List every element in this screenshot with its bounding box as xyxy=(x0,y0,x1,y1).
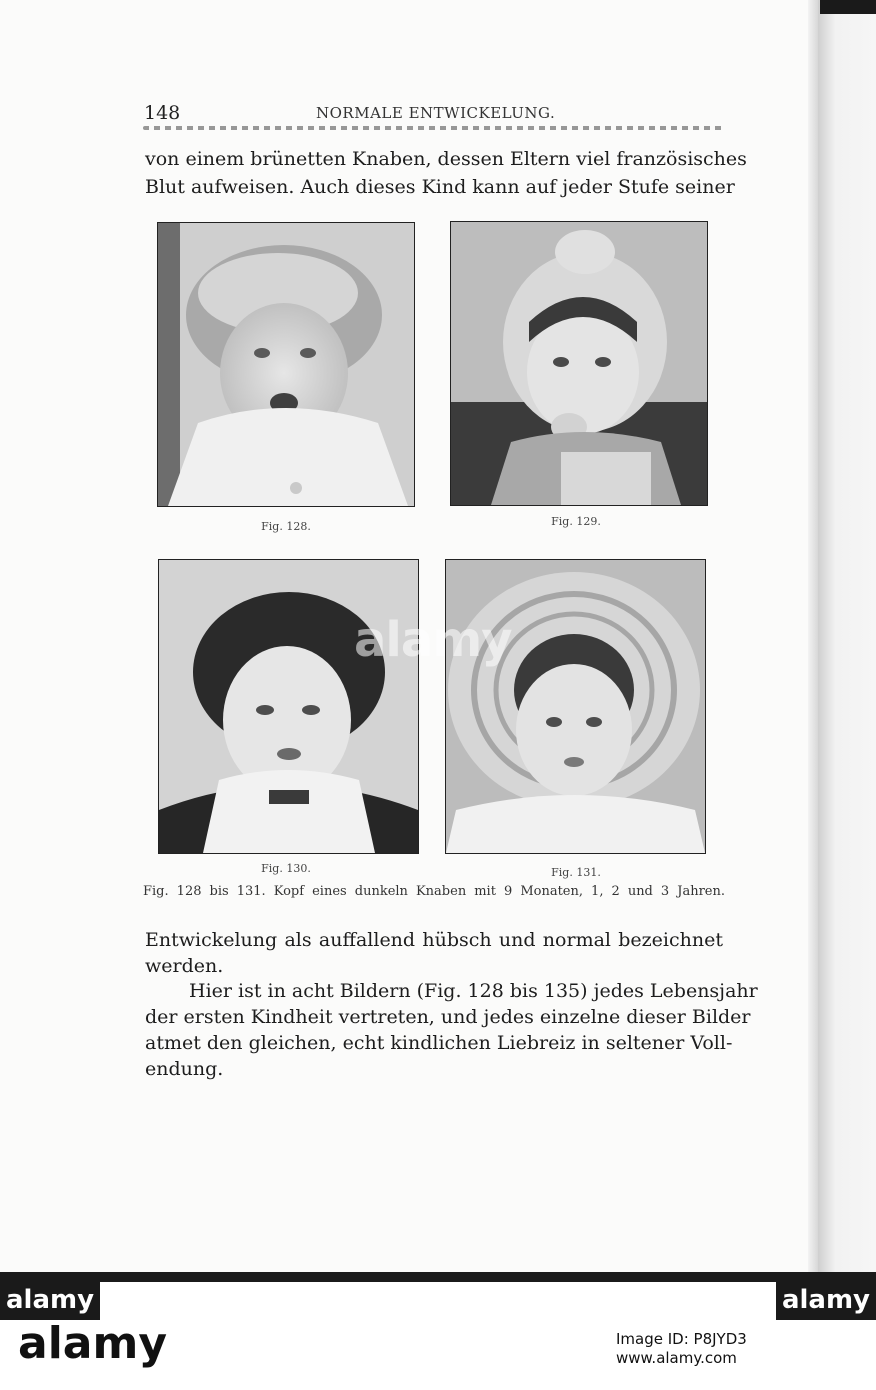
figure-label: Fig. 129. xyxy=(551,515,601,528)
watermark-overlay: alamy xyxy=(354,612,512,668)
photo-fig-129 xyxy=(450,221,708,506)
photo-fig-130 xyxy=(158,559,419,854)
photo-fig-128 xyxy=(157,222,415,507)
body-line: werden. xyxy=(145,955,224,977)
scan-corner xyxy=(820,0,876,14)
body-line: Hier ist in acht Bildern (Fig. 128 bis 135) jedes Lebensjahr xyxy=(189,980,758,1002)
facing-page-edge xyxy=(818,0,876,1272)
running-head: NORMALE ENTWICKELUNG. xyxy=(316,104,556,122)
page-number: 148 xyxy=(144,102,181,124)
body-line: Blut aufweisen. Auch dieses Kind kann auf jeder Stufe seiner xyxy=(145,176,735,198)
stock-band xyxy=(0,1272,876,1282)
body-line: der ersten Kindheit vertreten, und jedes einzelne dieser Bilder xyxy=(145,1006,751,1028)
figure-label: Fig. 128. xyxy=(261,520,311,533)
figure-label: Fig. 131. xyxy=(551,866,601,879)
body-line: atmet den gleichen, echt kindlichen Liebreiz in seltener Voll- xyxy=(145,1032,733,1054)
figure-label: Fig. 130. xyxy=(261,862,311,875)
stock-logo: alamy xyxy=(18,1318,167,1369)
body-line: endung. xyxy=(145,1058,224,1080)
header-rule xyxy=(143,126,723,130)
stock-image-id xyxy=(616,1330,856,1368)
photo-fig-131 xyxy=(445,559,706,854)
figure-caption: Fig. 128 bis 131. Kopf eines dunkeln Knaben mit 9 Monaten, 1, 2 und 3 Jahren. xyxy=(143,884,725,899)
body-line: Entwickelung als auffallend hübsch und normal bezeichnet xyxy=(145,929,723,951)
watermark-right: alamy xyxy=(776,1280,876,1320)
stock-url: www.alamy.com xyxy=(616,1349,737,1367)
body-line: von einem brünetten Knaben, dessen Eltern viel französisches xyxy=(145,148,747,170)
image-id-text: Image ID: P8JYD3 xyxy=(616,1330,747,1348)
watermark-left: alamy xyxy=(0,1280,100,1320)
